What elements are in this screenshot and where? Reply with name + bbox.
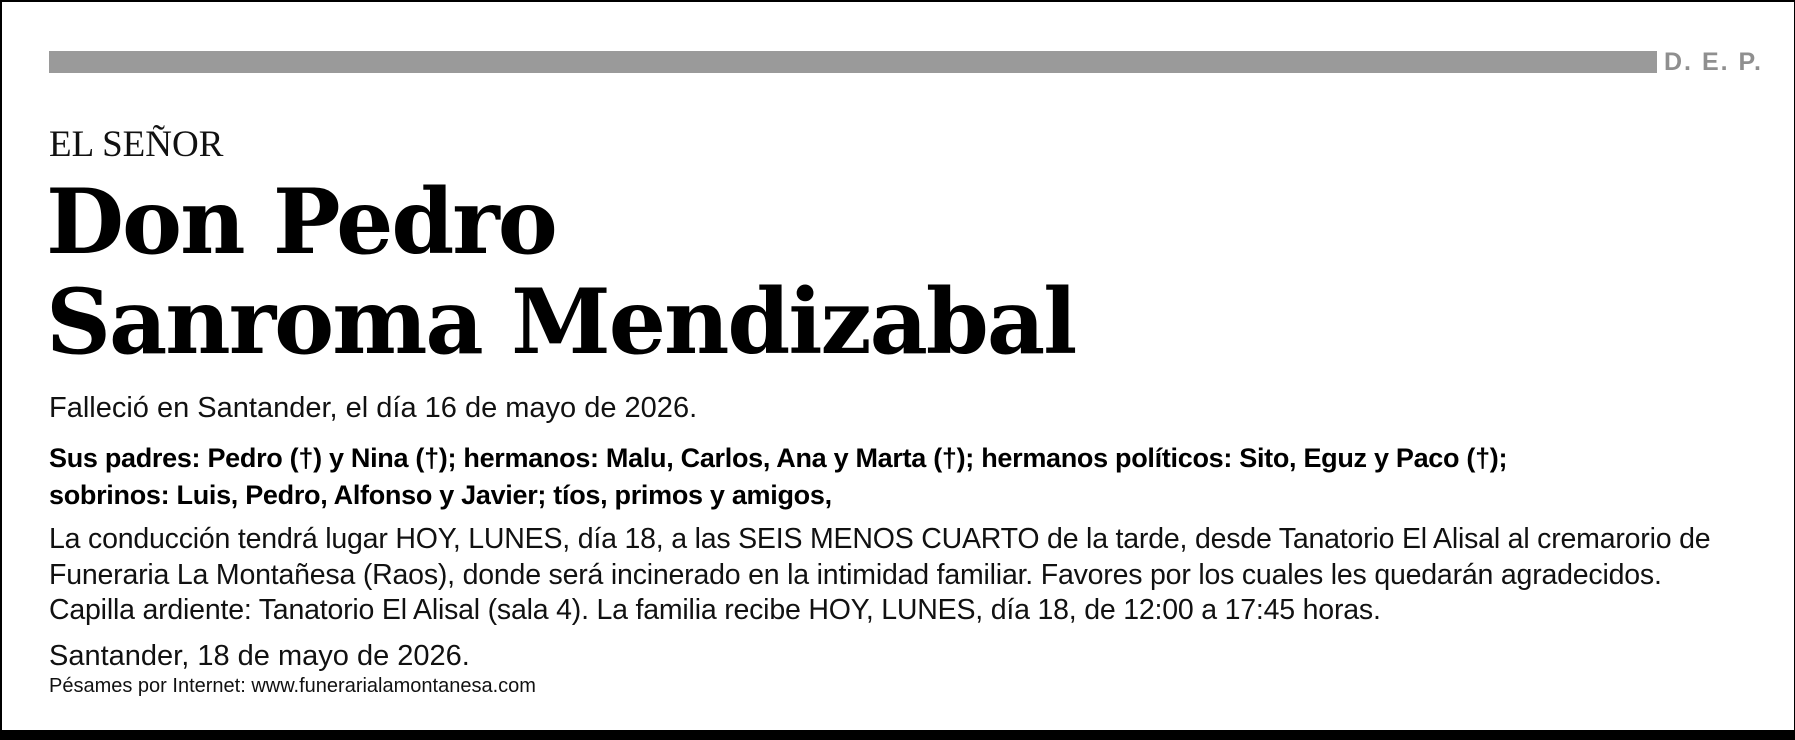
- death-statement: Falleció en Santander, el día 16 de mayo de 2026.: [49, 392, 698, 424]
- deceased-prefix: EL SEÑOR: [49, 124, 224, 165]
- deceased-name: [46, 169, 1076, 375]
- place-date: Santander, 18 de mayo de 2026.: [49, 640, 470, 672]
- header-rule: [49, 51, 1657, 73]
- ceremony-line3: Capilla ardiente: Tanatorio El Alisal (sala 4). La familia recibe HOY, LUNES, día 18, de 12:00 a 17:45 horas.: [49, 594, 1381, 626]
- condolences-link[interactable]: Pésames por Internet: www.funerarialamontanesa.com: [49, 675, 536, 697]
- deceased-name-line2: Sanroma Mendizabal: [46, 269, 1076, 375]
- ceremony-line2: Funeraria La Montañesa (Raos), donde será incinerado en la intimidad familiar. Favores por los cuales les quedarán agradecidos.: [49, 558, 1662, 591]
- ceremony-details: [49, 522, 1710, 629]
- family-list-line2: sobrinos: Luis, Pedro, Alfonso y Javier; tíos, primos y amigos,: [49, 480, 832, 510]
- family-list-line1: Sus padres: Pedro (†) y Nina (†); hermanos: Malu, Carlos, Ana y Marta (†); hermanos políticos: Sito, Eguz y Paco (†);: [49, 443, 1508, 473]
- ceremony-line1: La conducción tendrá lugar HOY, LUNES, día 18, a las SEIS MENOS CUARTO de la tarde, desde Tanatorio El Alisal al cremarorio de: [49, 523, 1711, 555]
- dep-badge: D. E. P.: [1664, 48, 1763, 76]
- family-list: [49, 440, 1507, 514]
- deceased-name-line1: Don Pedro: [46, 169, 556, 275]
